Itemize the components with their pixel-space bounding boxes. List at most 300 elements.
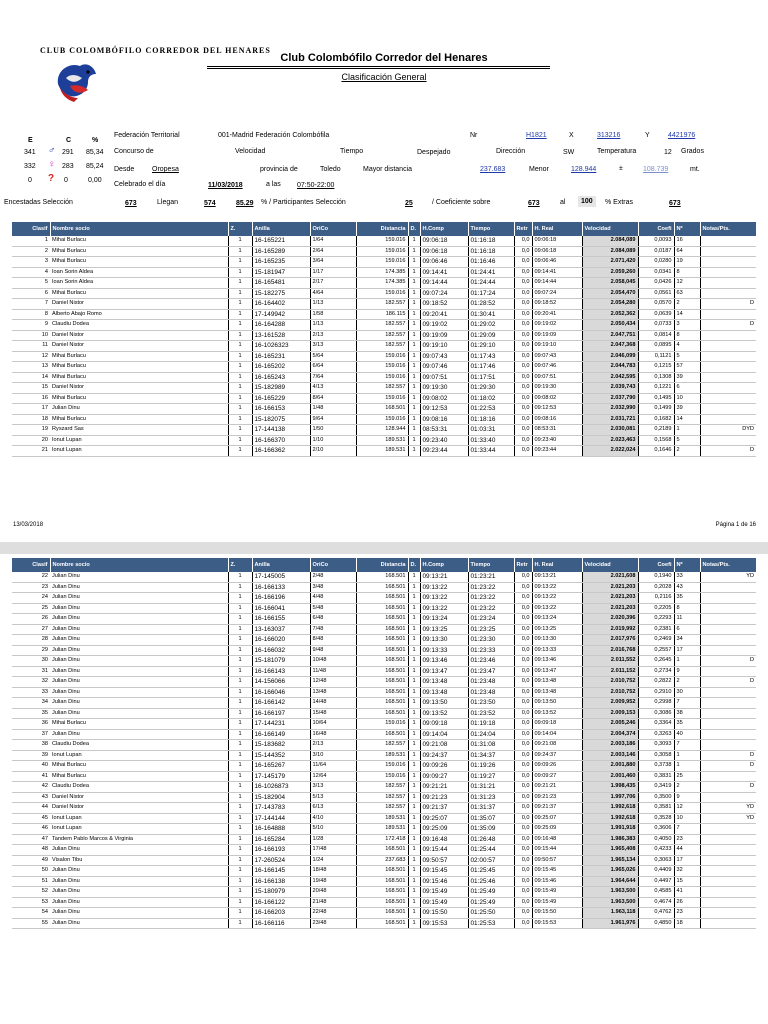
menor-value: 128.944 — [571, 166, 597, 173]
cell-orico: 4/48 — [310, 593, 356, 604]
cell-hreal: 09:14:04 — [532, 729, 582, 740]
cell-notas — [700, 330, 756, 341]
cell-distancia: 189.531 — [356, 750, 408, 761]
cell-coefi: 0,4233 — [638, 845, 674, 856]
cell-retr: 0,0 — [514, 750, 532, 761]
cell-retr: 0,0 — [514, 866, 532, 877]
cell-retr: 0,0 — [514, 582, 532, 593]
cell-d: 1 — [408, 918, 420, 929]
cell-orico: 1/17 — [310, 267, 356, 278]
cell-coefi: 0,4674 — [638, 897, 674, 908]
table-row — [12, 383, 756, 394]
table-row — [12, 771, 756, 782]
cell-distancia: 159.016 — [356, 362, 408, 373]
cell-tiempo: 01:28:52 — [468, 299, 514, 310]
cell-hcomp: 09:06:18 — [420, 246, 468, 257]
cell-distancia: 168.501 — [356, 918, 408, 929]
cell-distancia: 159.016 — [356, 257, 408, 268]
cell-num: 17 — [674, 855, 700, 866]
cell-hreal: 08:53:31 — [532, 425, 582, 436]
cell-distancia: 168.501 — [356, 876, 408, 887]
cell-zona: 1 — [228, 257, 252, 268]
cell-distancia: 168.501 — [356, 708, 408, 719]
cell-d: 1 — [408, 582, 420, 593]
cell-tiempo: 01:24:44 — [468, 278, 514, 289]
cell-hreal: 09:13:47 — [532, 666, 582, 677]
cell-tiempo: 02:00:57 — [468, 855, 514, 866]
cell-num: 15 — [674, 876, 700, 887]
cell-distancia: 189.531 — [356, 813, 408, 824]
cell-retr: 0,0 — [514, 740, 532, 751]
table-row — [12, 267, 756, 278]
cell-notas — [700, 267, 756, 278]
title-rule — [207, 66, 550, 67]
cell-notas: D — [700, 320, 756, 331]
cell-coefi: 0,1221 — [638, 383, 674, 394]
cell-clasif: 2 — [12, 246, 50, 257]
cell-tiempo: 01:17:43 — [468, 351, 514, 362]
stats-pct-2: 85,24 — [86, 163, 104, 170]
cell-notas — [700, 687, 756, 698]
table-header-row — [12, 558, 756, 572]
cell-tiempo: 01:19:18 — [468, 719, 514, 730]
cell-velocidad: 2.031,721 — [582, 414, 638, 425]
cell-velocidad: 2.009,153 — [582, 708, 638, 719]
cell-clasif: 5 — [12, 278, 50, 289]
cell-hcomp: 09:15:46 — [420, 876, 468, 887]
cell-clasif: 33 — [12, 687, 50, 698]
cell-notas — [700, 393, 756, 404]
table-row — [12, 257, 756, 268]
cell-zona: 1 — [228, 603, 252, 614]
extras-label: % Extras — [605, 199, 634, 206]
cell-tiempo: 01:31:23 — [468, 792, 514, 803]
cell-notas — [700, 635, 756, 646]
participantes-label: % / Participantes Selección — [261, 199, 346, 206]
cell-nombre: Julian Dinu — [50, 866, 228, 877]
cell-nombre: Julian Dinu — [50, 635, 228, 646]
column-header-clasif: Clasif — [12, 558, 50, 572]
cell-d: 1 — [408, 656, 420, 667]
cell-zona: 1 — [228, 740, 252, 751]
cell-retr: 0,0 — [514, 320, 532, 331]
cell-distancia: 168.501 — [356, 729, 408, 740]
coeficiente-value: 673 — [528, 200, 540, 207]
cell-orico: 1/13 — [310, 320, 356, 331]
cell-notas — [700, 740, 756, 751]
cell-clasif: 15 — [12, 383, 50, 394]
cell-notas — [700, 845, 756, 856]
cell-orico: 5/64 — [310, 351, 356, 362]
cell-num: 9 — [674, 792, 700, 803]
cell-hreal: 09:15:53 — [532, 918, 582, 929]
cell-orico: 11/64 — [310, 761, 356, 772]
cell-zona: 1 — [228, 362, 252, 373]
cell-hreal: 09:13:48 — [532, 677, 582, 688]
cell-notas — [700, 866, 756, 877]
cell-nombre: Ioan Sorin Aldea — [50, 267, 228, 278]
cell-retr: 0,0 — [514, 288, 532, 299]
cell-velocidad: 2.084,089 — [582, 236, 638, 246]
cell-tiempo: 01:25:49 — [468, 887, 514, 898]
cell-num: 34 — [674, 635, 700, 646]
despejado-label: Despejado — [417, 149, 451, 156]
column-header-retr: Retr — [514, 222, 532, 236]
cell-velocidad: 1.961,976 — [582, 918, 638, 929]
cell-hreal: 09:06:18 — [532, 246, 582, 257]
cell-d: 1 — [408, 267, 420, 278]
cell-clasif: 12 — [12, 351, 50, 362]
cell-distancia: 159.016 — [356, 288, 408, 299]
cell-clasif: 39 — [12, 750, 50, 761]
column-header-nombre: Nombre socio — [50, 558, 228, 572]
cell-d: 1 — [408, 246, 420, 257]
cell-hcomp: 09:23:40 — [420, 435, 468, 446]
table-row — [12, 729, 756, 740]
cell-orico: 2/17 — [310, 278, 356, 289]
cell-hcomp: 09:13:50 — [420, 698, 468, 709]
cell-coefi: 0,2469 — [638, 635, 674, 646]
cell-velocidad: 2.054,280 — [582, 299, 638, 310]
cell-distancia: 168.501 — [356, 845, 408, 856]
cell-notas: YD — [700, 572, 756, 582]
cell-d: 1 — [408, 435, 420, 446]
cell-nombre: Julian Dinu — [50, 729, 228, 740]
cell-zona: 1 — [228, 719, 252, 730]
cell-hcomp: 09:19:30 — [420, 383, 468, 394]
cell-notas: D — [700, 750, 756, 761]
cell-anilla: 16-166145 — [252, 866, 310, 877]
cell-notas — [700, 771, 756, 782]
cell-velocidad: 1.992,618 — [582, 803, 638, 814]
cell-zona: 1 — [228, 908, 252, 919]
cell-d: 1 — [408, 908, 420, 919]
cell-retr: 0,0 — [514, 372, 532, 383]
cell-distancia: 159.016 — [356, 771, 408, 782]
cell-d: 1 — [408, 866, 420, 877]
cell-num: 40 — [674, 729, 700, 740]
cell-num: 10 — [674, 813, 700, 824]
cell-coefi: 0,4762 — [638, 908, 674, 919]
cell-clasif: 4 — [12, 267, 50, 278]
cell-velocidad: 2.021,203 — [582, 603, 638, 614]
cell-tiempo: 01:16:18 — [468, 236, 514, 246]
cell-nombre: Julian Dinu — [50, 572, 228, 582]
cell-velocidad: 2.021,203 — [582, 582, 638, 593]
cell-anilla: 15-180979 — [252, 887, 310, 898]
cell-coefi: 0,4850 — [638, 918, 674, 929]
cell-anilla: 17-149942 — [252, 309, 310, 320]
temperatura-label: Temperatura — [597, 148, 637, 155]
cell-hcomp: 09:25:09 — [420, 824, 468, 835]
cell-hreal: 09:09:18 — [532, 719, 582, 730]
cell-clasif: 49 — [12, 855, 50, 866]
cell-num: 7 — [674, 740, 700, 751]
cell-hcomp: 09:13:52 — [420, 708, 468, 719]
cell-notas — [700, 897, 756, 908]
cell-nombre: Julian Dinu — [50, 708, 228, 719]
cell-zona: 1 — [228, 236, 252, 246]
cell-num: 9 — [674, 666, 700, 677]
cell-orico: 3/48 — [310, 582, 356, 593]
cell-clasif: 28 — [12, 635, 50, 646]
cell-d: 1 — [408, 309, 420, 320]
cell-anilla: 17-145179 — [252, 771, 310, 782]
cell-velocidad: 2.052,362 — [582, 309, 638, 320]
cell-tiempo: 01:35:07 — [468, 813, 514, 824]
column-header-coefi: Coefi — [638, 558, 674, 572]
cell-orico: 12/64 — [310, 771, 356, 782]
cell-orico: 15/48 — [310, 708, 356, 719]
cell-num: 10 — [674, 393, 700, 404]
cell-hcomp: 09:13:48 — [420, 677, 468, 688]
cell-notas: YD — [700, 803, 756, 814]
cell-coefi: 0,3606 — [638, 824, 674, 835]
cell-velocidad: 2.071,420 — [582, 257, 638, 268]
cell-tiempo: 01:23:33 — [468, 645, 514, 656]
cell-nombre: Daniel Nistor — [50, 792, 228, 803]
cell-hcomp: 09:07:51 — [420, 372, 468, 383]
cell-d: 1 — [408, 750, 420, 761]
cell-zona: 1 — [228, 330, 252, 341]
cell-coefi: 0,3058 — [638, 750, 674, 761]
cell-hreal: 09:19:09 — [532, 330, 582, 341]
cell-nombre: Julian Dinu — [50, 876, 228, 887]
cell-d: 1 — [408, 782, 420, 793]
table-row — [12, 866, 756, 877]
cell-zona: 1 — [228, 299, 252, 310]
cell-distancia: 182.557 — [356, 383, 408, 394]
cell-distancia: 168.501 — [356, 645, 408, 656]
column-header-velocidad: Velocidad — [582, 558, 638, 572]
cell-d: 1 — [408, 761, 420, 772]
cell-clasif: 13 — [12, 362, 50, 373]
cell-retr: 0,0 — [514, 813, 532, 824]
cell-retr: 0,0 — [514, 299, 532, 310]
celebrado-value: 11/03/2018 — [208, 182, 243, 189]
y-label: Y — [645, 132, 650, 139]
cell-d: 1 — [408, 740, 420, 751]
cell-d: 1 — [408, 299, 420, 310]
stats-e-2: 332 — [24, 163, 36, 170]
cell-coefi: 0,4585 — [638, 887, 674, 898]
cell-hreal: 09:09:26 — [532, 761, 582, 772]
cell-num: 14 — [674, 414, 700, 425]
cell-coefi: 0,2734 — [638, 666, 674, 677]
cell-hreal: 09:15:45 — [532, 866, 582, 877]
table-row — [12, 330, 756, 341]
cell-d: 1 — [408, 383, 420, 394]
report-title: Club Colombófilo Corredor del Henares — [280, 52, 488, 64]
cell-nombre: Ryszard Sas — [50, 425, 228, 436]
cell-hreal: 09:19:02 — [532, 320, 582, 331]
cell-hcomp: 09:13:22 — [420, 593, 468, 604]
cell-num: 1 — [674, 761, 700, 772]
cell-velocidad: 2.004,374 — [582, 729, 638, 740]
cell-coefi: 0,3581 — [638, 803, 674, 814]
cell-orico: 8/48 — [310, 635, 356, 646]
table-row — [12, 635, 756, 646]
cell-d: 1 — [408, 330, 420, 341]
cell-nombre: Julian Dinu — [50, 677, 228, 688]
cell-distancia: 189.531 — [356, 435, 408, 446]
cell-coefi: 0,0426 — [638, 278, 674, 289]
column-header-coefi: Coefi — [638, 222, 674, 236]
cell-notas — [700, 435, 756, 446]
cell-anilla: 16-165231 — [252, 351, 310, 362]
cell-num: 8 — [674, 603, 700, 614]
cell-orico: 1/64 — [310, 236, 356, 246]
cell-hcomp: 09:13:21 — [420, 572, 468, 582]
cell-orico: 3/13 — [310, 782, 356, 793]
cell-orico: 1/24 — [310, 855, 356, 866]
cell-clasif: 8 — [12, 309, 50, 320]
cell-notas — [700, 362, 756, 373]
cell-tiempo: 01:25:44 — [468, 845, 514, 856]
cell-hcomp: 09:18:52 — [420, 299, 468, 310]
cell-anilla: 16-165235 — [252, 257, 310, 268]
cell-anilla: 17-143783 — [252, 803, 310, 814]
cell-hcomp: 09:19:02 — [420, 320, 468, 331]
cell-anilla: 17-145005 — [252, 572, 310, 582]
cell-nombre: Tandem Pablo Marcos & Virginia — [50, 834, 228, 845]
cell-hcomp: 08:53:31 — [420, 425, 468, 436]
al-label: al — [560, 199, 566, 206]
cell-tiempo: 01:25:49 — [468, 897, 514, 908]
cell-notas — [700, 372, 756, 383]
cell-zona: 1 — [228, 771, 252, 782]
direccion-label: Dirección — [496, 148, 526, 155]
cell-nombre: Julian Dinu — [50, 908, 228, 919]
cell-anilla: 14-156066 — [252, 677, 310, 688]
desde-label: Desde — [114, 166, 135, 173]
cell-orico: 13/48 — [310, 687, 356, 698]
cell-orico: 1/50 — [310, 425, 356, 436]
cell-clasif: 32 — [12, 677, 50, 688]
cell-orico: 5/48 — [310, 603, 356, 614]
cell-retr: 0,0 — [514, 908, 532, 919]
cell-num: 1 — [674, 750, 700, 761]
cell-num: 6 — [674, 624, 700, 635]
cell-orico: 8/64 — [310, 393, 356, 404]
cell-zona: 1 — [228, 383, 252, 394]
cell-hreal: 09:20:41 — [532, 309, 582, 320]
table-row — [12, 404, 756, 415]
cell-clasif: 53 — [12, 897, 50, 908]
cell-hcomp: 09:15:53 — [420, 918, 468, 929]
title-rule-2 — [207, 68, 550, 69]
a-las-label: a las — [266, 181, 281, 188]
cell-hcomp: 09:13:22 — [420, 603, 468, 614]
cell-retr: 0,0 — [514, 278, 532, 289]
cell-zona: 1 — [228, 666, 252, 677]
cell-retr: 0,0 — [514, 792, 532, 803]
cell-hcomp: 09:12:53 — [420, 404, 468, 415]
cell-zona: 1 — [228, 435, 252, 446]
cell-num: 2 — [674, 782, 700, 793]
provincia-value: Toledo — [320, 166, 341, 173]
cell-anilla: 16-165267 — [252, 761, 310, 772]
cell-distancia: 172.418 — [356, 834, 408, 845]
cell-distancia: 168.501 — [356, 593, 408, 604]
cell-d: 1 — [408, 813, 420, 824]
cell-retr: 0,0 — [514, 845, 532, 856]
grados-label: Grados — [681, 148, 704, 155]
cell-zona: 1 — [228, 750, 252, 761]
cell-zona: 1 — [228, 708, 252, 719]
cell-num: 30 — [674, 687, 700, 698]
column-header-tiempo: Tiempo — [468, 222, 514, 236]
cell-distancia: 174.385 — [356, 278, 408, 289]
cell-orico: 4/10 — [310, 813, 356, 824]
table-row — [12, 278, 756, 289]
cell-hcomp: 09:13:30 — [420, 635, 468, 646]
cell-d: 1 — [408, 257, 420, 268]
cell-nombre: Daniel Nistor — [50, 299, 228, 310]
cell-notas — [700, 918, 756, 929]
cell-clasif: 45 — [12, 813, 50, 824]
cell-orico: 18/48 — [310, 866, 356, 877]
cell-coefi: 0,3831 — [638, 771, 674, 782]
cell-orico: 19/48 — [310, 876, 356, 887]
cell-coefi: 0,3419 — [638, 782, 674, 793]
cell-coefi: 0,1646 — [638, 446, 674, 457]
cell-d: 1 — [408, 897, 420, 908]
cell-notas — [700, 351, 756, 362]
cell-hreal: 09:50:57 — [532, 855, 582, 866]
cell-notas: D — [700, 656, 756, 667]
cell-anilla: 16-165289 — [252, 246, 310, 257]
cell-nombre: Ionut Lupan — [50, 435, 228, 446]
table-row — [12, 446, 756, 457]
cell-coefi: 0,3086 — [638, 708, 674, 719]
cell-anilla: 16-166149 — [252, 729, 310, 740]
cell-retr: 0,0 — [514, 257, 532, 268]
cell-orico: 12/48 — [310, 677, 356, 688]
cell-hreal: 09:07:51 — [532, 372, 582, 383]
cell-d: 1 — [408, 834, 420, 845]
cell-tiempo: 01:34:37 — [468, 750, 514, 761]
cell-orico: 2/48 — [310, 572, 356, 582]
cell-num: 3 — [674, 320, 700, 331]
mayor-distancia-value: 237.683 — [480, 166, 506, 173]
cell-hcomp: 09:19:10 — [420, 341, 468, 352]
cell-hcomp: 09:06:18 — [420, 236, 468, 246]
cell-hreal: 09:07:46 — [532, 362, 582, 373]
cell-notas — [700, 246, 756, 257]
cell-hreal: 09:13:25 — [532, 624, 582, 635]
federacion-value: 001-Madrid Federación Colombófila — [218, 132, 330, 139]
cell-d: 1 — [408, 446, 420, 457]
cell-zona: 1 — [228, 446, 252, 457]
extras-value: 673 — [669, 200, 681, 207]
cell-tiempo: 01:23:47 — [468, 666, 514, 677]
cell-notas — [700, 729, 756, 740]
cell-hcomp: 09:14:04 — [420, 729, 468, 740]
cell-anilla: 17-260524 — [252, 855, 310, 866]
table-row — [12, 309, 756, 320]
table-row — [12, 393, 756, 404]
cell-nombre: Julian Dinu — [50, 593, 228, 604]
direccion-value: SW — [563, 149, 575, 156]
cell-anilla: 16-166203 — [252, 908, 310, 919]
cell-retr: 0,0 — [514, 341, 532, 352]
cell-retr: 0,0 — [514, 887, 532, 898]
cell-coefi: 0,3063 — [638, 855, 674, 866]
cell-coefi: 0,3738 — [638, 761, 674, 772]
cell-retr: 0,0 — [514, 246, 532, 257]
cell-num: 8 — [674, 267, 700, 278]
